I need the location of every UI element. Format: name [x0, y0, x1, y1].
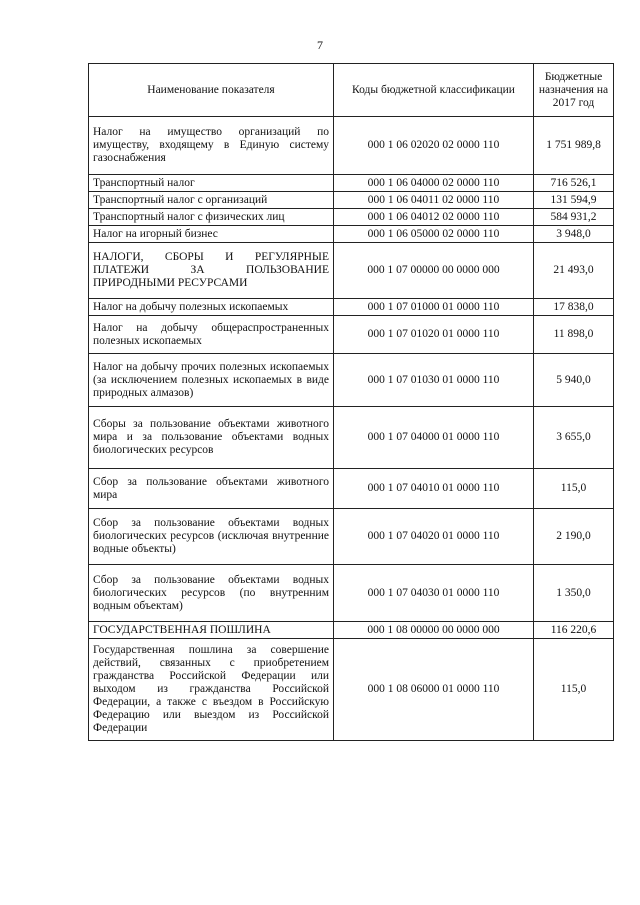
row-amount-cell: 1 751 989,8: [534, 117, 614, 175]
row-code-cell: 000 1 06 04012 02 0000 110: [334, 209, 534, 226]
table-row: [89, 175, 614, 192]
row-code-cell: 000 1 07 00000 00 0000 000: [334, 243, 534, 299]
header-name: Наименование показателя: [89, 64, 334, 117]
table-header-row: [89, 64, 614, 117]
row-code-cell: 000 1 06 02020 02 0000 110: [334, 117, 534, 175]
table-row: [89, 469, 614, 509]
table-row: [89, 639, 614, 741]
row-name-cell: НАЛОГИ, СБОРЫ И РЕГУЛЯРНЫЕ ПЛАТЕЖИ ЗА ПОЛЬЗОВАНИЕ ПРИРОДНЫМИ РЕСУРСАМИ: [89, 243, 334, 299]
row-code-cell: 000 1 07 04010 01 0000 110: [334, 469, 534, 509]
row-name-cell: Государственная пошлина за совершение действий, связанных с приобретением гражданства Российской Федерации или выходом из гражданства Российской Федерации, а также с въездом в Российскую Федерацию или выездом из Российской Федерации: [89, 639, 334, 741]
table-row: [89, 354, 614, 407]
row-code-cell: 000 1 07 01030 01 0000 110: [334, 354, 534, 407]
row-name-cell: Налог на добычу полезных ископаемых: [89, 299, 334, 316]
table-row: [89, 407, 614, 469]
row-code-cell: 000 1 07 04000 01 0000 110: [334, 407, 534, 469]
table-row: [89, 209, 614, 226]
row-name-cell: Налог на добычу прочих полезных ископаемых (за исключением полезных ископаемых в виде природных алмазов): [89, 354, 334, 407]
row-code-cell: 000 1 06 04011 02 0000 110: [334, 192, 534, 209]
table-row: [89, 299, 614, 316]
row-name-cell: Налог на добычу общераспространенных полезных ископаемых: [89, 316, 334, 354]
row-name-cell: Сборы за пользование объектами животного мира и за пользование объектами водных биологических ресурсов: [89, 407, 334, 469]
row-amount-cell: 584 931,2: [534, 209, 614, 226]
header-amount: Бюджетные назначения на 2017 год: [534, 64, 614, 117]
row-name-cell: Сбор за пользование объектами водных биологических ресурсов (по внутренним водным объектам): [89, 565, 334, 622]
row-code-cell: 000 1 08 00000 00 0000 000: [334, 622, 534, 639]
row-name-cell: Налог на игорный бизнес: [89, 226, 334, 243]
row-amount-cell: 115,0: [534, 469, 614, 509]
row-name-cell: Транспортный налог с физических лиц: [89, 209, 334, 226]
row-amount-cell: 116 220,6: [534, 622, 614, 639]
table-row: [89, 243, 614, 299]
row-amount-cell: 115,0: [534, 639, 614, 741]
row-code-cell: 000 1 06 04000 02 0000 110: [334, 175, 534, 192]
table-row: [89, 192, 614, 209]
row-code-cell: 000 1 07 04020 01 0000 110: [334, 509, 534, 565]
row-code-cell: 000 1 07 01000 01 0000 110: [334, 299, 534, 316]
header-code: Коды бюджетной классификации: [334, 64, 534, 117]
row-name-cell: ГОСУДАРСТВЕННАЯ ПОШЛИНА: [89, 622, 334, 639]
page-number: 7: [317, 38, 323, 52]
row-code-cell: 000 1 07 01020 01 0000 110: [334, 316, 534, 354]
table-body: [89, 117, 614, 741]
table-row: [89, 316, 614, 354]
row-name-cell: Транспортный налог: [89, 175, 334, 192]
row-code-cell: 000 1 07 04030 01 0000 110: [334, 565, 534, 622]
row-amount-cell: 2 190,0: [534, 509, 614, 565]
row-amount-cell: 17 838,0: [534, 299, 614, 316]
row-name-cell: Налог на имущество организаций по имуществу, входящему в Единую систему газоснабжения: [89, 117, 334, 175]
row-name-cell: Сбор за пользование объектами животного мира: [89, 469, 334, 509]
row-amount-cell: 3 948,0: [534, 226, 614, 243]
budget-table: [88, 63, 614, 741]
row-amount-cell: 131 594,9: [534, 192, 614, 209]
table-row: [89, 565, 614, 622]
row-amount-cell: 21 493,0: [534, 243, 614, 299]
table-row: [89, 117, 614, 175]
row-code-cell: 000 1 06 05000 02 0000 110: [334, 226, 534, 243]
row-amount-cell: 3 655,0: [534, 407, 614, 469]
row-code-cell: 000 1 08 06000 01 0000 110: [334, 639, 534, 741]
row-name-cell: Транспортный налог с организаций: [89, 192, 334, 209]
row-amount-cell: 1 350,0: [534, 565, 614, 622]
row-amount-cell: 5 940,0: [534, 354, 614, 407]
table-row: [89, 226, 614, 243]
table-row: [89, 622, 614, 639]
table-row: [89, 509, 614, 565]
row-name-cell: Сбор за пользование объектами водных биологических ресурсов (исключая внутренние водные объекты): [89, 509, 334, 565]
row-amount-cell: 11 898,0: [534, 316, 614, 354]
row-amount-cell: 716 526,1: [534, 175, 614, 192]
